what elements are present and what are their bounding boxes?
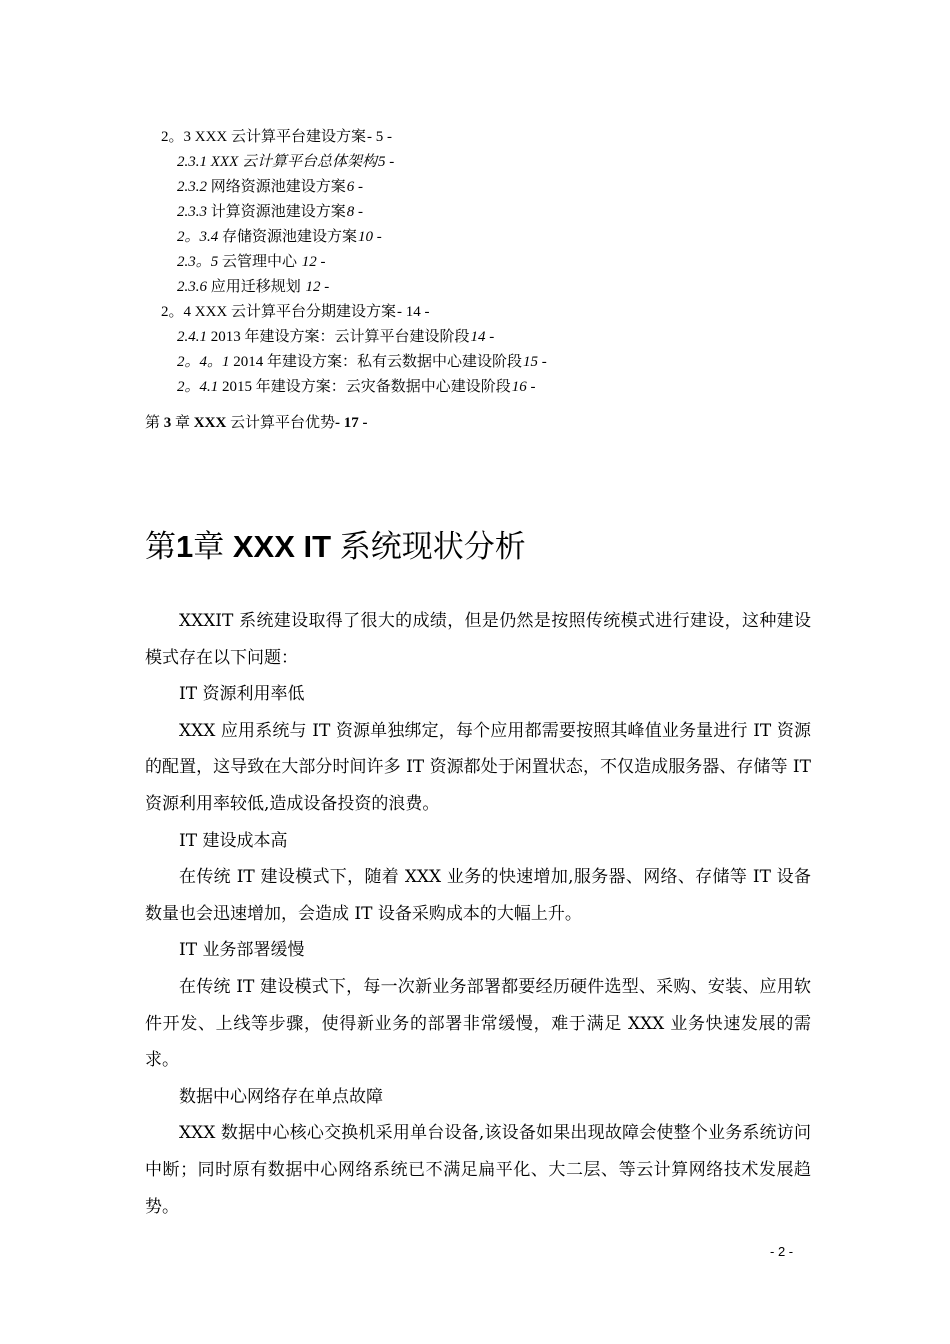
paragraph-single-point-failure: XXX 数据中心核心交换机采用单台设备,该设备如果出现故障会使整个业务系统访问中断；同时原有数据中心网络系统已不满足扁平化、大二层、等云计算网络技术发展趋势。 xyxy=(145,1123,811,1217)
toc-entry-2-4-1-2015[interactable]: 2。4.1 2015 年建设方案：云灾备数据中心建设阶段16 - xyxy=(177,379,536,395)
toc-entry-2-3[interactable]: 2。3 XXX 云计算平台建设方案- 5 - xyxy=(161,129,393,145)
subheading-single-point-failure: 数据中心网络存在单点故障 xyxy=(179,1086,383,1107)
subheading-high-cost: IT 建设成本高 xyxy=(179,830,288,851)
paragraph-slow-deployment: 在传统 IT 建设模式下，每一次新业务部署都要经历硬件选型、采购、安装、应用软件开发、上线等步骤，使得新业务的部署非常缓慢，难于满足 XXX 业务快速发展的需求。 xyxy=(145,976,811,1071)
toc-entry-2-3-1[interactable]: 2.3.1 XXX 云计算平台总体架构5 - xyxy=(177,154,395,170)
chapter-1-heading: 第1章 XXX IT 系统现状分析 xyxy=(145,529,526,564)
toc-entry-chapter-3[interactable]: 第 3 章 XXX 云计算平台优势- 17 - xyxy=(145,415,368,431)
paragraph-high-cost: 在传统 IT 建设模式下，随着 XXX 业务的快速增加,服务器、网络、存储等 IT 设备数量也会迅速增加，会造成 IT 设备采购成本的大幅上升。 xyxy=(145,867,811,924)
paragraph-low-utilization: XXX 应用系统与 IT 资源单独绑定，每个应用都需要按照其峰值业务量进行 IT 资源的配置，这导致在大部分时间许多 IT 资源都处于闲置状态，不仅造成服务器、存储等 IT 资源利用率较低,造成设备投资的浪费。 xyxy=(145,720,811,814)
paragraph-intro: XXXIT 系统建设取得了很大的成绩，但是仍然是按照传统模式进行建设，这种建设模式存在以下问题： xyxy=(145,611,811,668)
chapter-1-body xyxy=(145,603,811,1225)
subheading-low-utilization: IT 资源利用率低 xyxy=(179,684,305,705)
toc-entry-2-3-3[interactable]: 2.3.3 计算资源池建设方案8 - xyxy=(177,204,364,220)
page-number: - 2 - xyxy=(770,1244,794,1259)
toc-entry-2-4[interactable]: 2。4 XXX 云计算平台分期建设方案- 14 - xyxy=(161,304,430,320)
toc-entry-2-3-6[interactable]: 2.3.6 应用迁移规划 12 - xyxy=(177,279,330,295)
toc-entry-2-3-4[interactable]: 2。3.4 存储资源池建设方案10 - xyxy=(177,229,382,245)
subheading-slow-deployment: IT 业务部署缓慢 xyxy=(179,940,305,961)
toc-entry-2-4-1-2013[interactable]: 2.4.1 2013 年建设方案：云计算平台建设阶段14 - xyxy=(177,329,495,345)
toc-entry-2-4-1-2014[interactable]: 2。4。1 2014 年建设方案：私有云数据中心建设阶段15 - xyxy=(177,354,547,370)
toc-entry-2-3-2[interactable]: 2.3.2 网络资源池建设方案6 - xyxy=(177,179,364,195)
toc-entry-2-3-5[interactable]: 2.3。5 云管理中心 12 - xyxy=(177,254,326,270)
